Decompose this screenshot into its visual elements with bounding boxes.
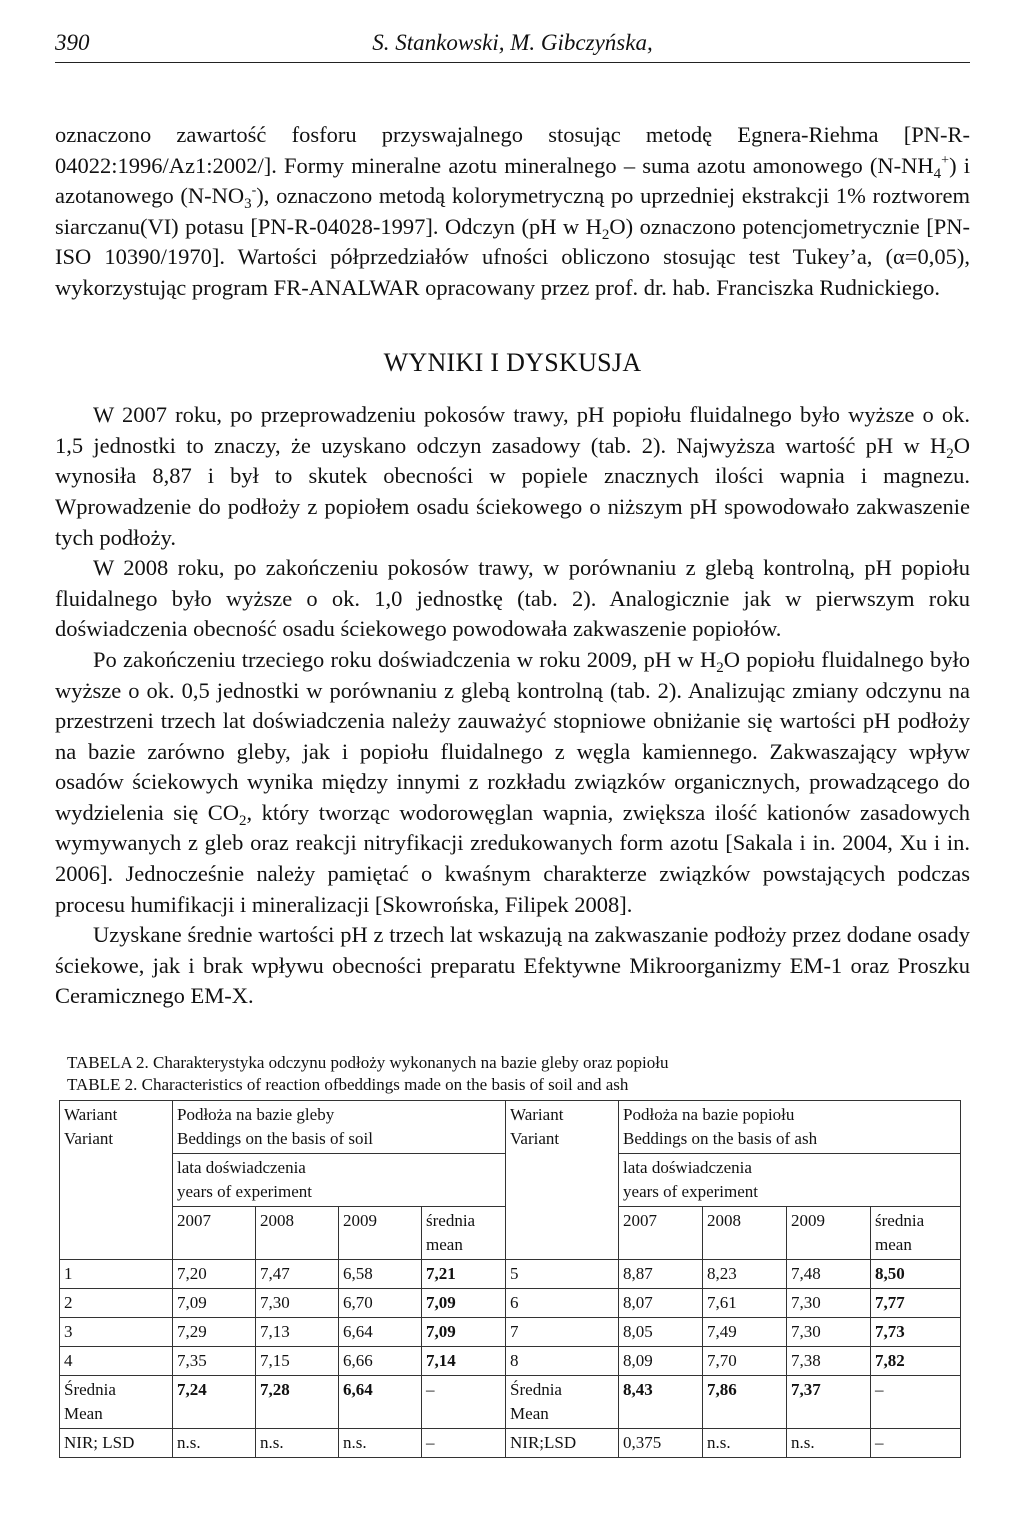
header-2007: 2007: [173, 1207, 256, 1260]
running-header: [55, 22, 970, 63]
header-ash: Podłoża na bazie popiołu Beddings on the basis of ash: [619, 1101, 961, 1154]
running-authors: S. Stankowski, M. Gibczyńska,: [372, 30, 653, 55]
header-years: lata doświadczenia years of experiment: [173, 1154, 506, 1207]
paragraph-2007: W 2007 roku, po przeprowadzeniu pokosów trawy, pH popiołu fluidalnego było wyższe o ok. 1,5 jednostki to znaczy, że uzyskano odczyn zasadowy (tab. 2). Najwyższa wartość pH w $H_2O$ wynosiła 8,87 i był to skutek obecności w popiele znacznych ilości wapnia i magnezu. Wprowadzenie do podłoży z popiołem osadu ściekowego o niższym pH spowodowało zakwaszenie tych podłoży.: [55, 402, 970, 550]
header-2008: 2008: [256, 1207, 339, 1260]
data-table: [59, 1100, 961, 1458]
table-caption-pl: TABELA 2. Charakterystyka odczynu podłoży wykonanych na bazie gleby oraz popiołu: [67, 1053, 669, 1073]
table-row: 2 7,09 7,30 6,70 7,09 6 8,07 7,61 7,30 7,77: [60, 1289, 961, 1318]
paragraph-2009: Po zakończeniu trzeciego roku doświadczenia w roku 2009, pH w $H_2O$ popiołu fluidalnego było wyższe o ok. 0,5 jednostki w porównaniu z glebą kontrolną (tab. 2). Analizując zmiany odczynu na przestrzeni trzech lat doświadczenia należy zauważyć stopniowe obniżanie się wartości pH podłoży na bazie zarówno gleby, jak i popiołu fluidalnego z węgla kamiennego. Zakwaszający wpływ osadów ściekowych wynika między innymi z rozkładu związków organicznych, prowadzącego do wydzielenia się $CO_2$, który tworząc wodorowęglan wapnia, zwiększa ilość kationów zasadowych wymywanych z gleb oraz reakcji nitryfikacji zredukowanych form azotu [Sakala i in. 2004, Xu i in. 2006]. Jednocześnie należy pamiętać o kwaśnym charakterze związków powstających podczas procesu humifikacji i mineralizacji [Skowrońska, Filipek 2008].: [55, 646, 970, 917]
table-row: 3 7,29 7,13 6,64 7,09 7 8,05 7,49 7,30 7,73: [60, 1318, 961, 1347]
page: [55, 22, 970, 1458]
header-2008-ash: 2008: [703, 1207, 787, 1260]
paragraph-summary: Uzyskane średnie wartości pH z trzech lat wskazują na zakwaszanie podłoży przez dodane osady ściekowe, jak i brak wpływu obecności preparatu Efektywne Mikroorganizmy EM-1 oraz Proszku Ceramicznego EM-X.: [55, 922, 970, 1009]
header-mean: średnia mean: [422, 1207, 506, 1260]
header-mean-ash: średnia mean: [871, 1207, 961, 1260]
table-mean-row: Średnia Mean 7,24 7,28 6,64 – Średnia Mean 8,43 7,86 7,37 –: [60, 1376, 961, 1429]
header-2009: 2009: [339, 1207, 422, 1260]
header-variant: Wariant Variant: [60, 1101, 173, 1260]
section-title: WYNIKI I DYSKUSJA: [383, 347, 642, 377]
table-caption-en: TABLE 2. Characteristics of reaction ofbeddings made on the basis of soil and ash: [67, 1075, 629, 1095]
table-lsd-row: NIR; LSD n.s. n.s. n.s. – NIR;LSD 0,375 n.s. n.s. –: [60, 1429, 961, 1458]
header-2007-ash: 2007: [619, 1207, 703, 1260]
table-row: 4 7,35 7,15 6,66 7,14 8 8,09 7,70 7,38 7,82: [60, 1347, 961, 1376]
paragraph-2008: W 2008 roku, po zakończeniu pokosów trawy, w porównaniu z glebą kontrolną, pH popiołu fluidalnego było wyższe o ok. 1,0 jednostkę (tab. 2). Analogicznie jak w pierwszym roku doświadczenia obecność osadu ściekowego powodowała zakwaszenie popiołów.: [55, 555, 970, 642]
page-number: 390: [55, 30, 90, 55]
body-text: [55, 120, 970, 1012]
header-2009-ash: 2009: [787, 1207, 871, 1260]
table-row: 1 7,20 7,47 6,58 7,21 5 8,87 8,23 7,48 8,50: [60, 1260, 961, 1289]
header-soil: Podłoża na bazie gleby Beddings on the basis of soil: [173, 1101, 506, 1154]
header-years-2: lata doświadczenia years of experiment: [619, 1154, 961, 1207]
paragraph-methods: oznaczono zawartość fosforu przyswajalnego stosując metodę Egnera-Riehma [PN-R-04022:1996/Az1:2002/]. Formy mineralne azotu mineralnego – suma azotu amonowego $(N-NH_4^+)$ i azotanowego $(N-NO_3^-)$, oznaczono metodą kolorymetryczną po uprzedniej ekstrakcji 1% roztworem siarczanu(VI) potasu [PN-R-04028-1997]. Odczyn (pH w $H_2O$) oznaczono potencjometrycznie [PN-ISO 10390/1970]. Wartości półprzedziałów ufności obliczono stosując test Tukey’a, (α=0,05), wykorzystując program FR-ANALWAR opracowany przez prof. dr. hab. Franciszka Rudnickiego.: [55, 122, 970, 300]
table-caption: [67, 1052, 970, 1096]
table-header-row: [60, 1101, 961, 1154]
header-variant-2: Wariant Variant: [506, 1101, 619, 1260]
